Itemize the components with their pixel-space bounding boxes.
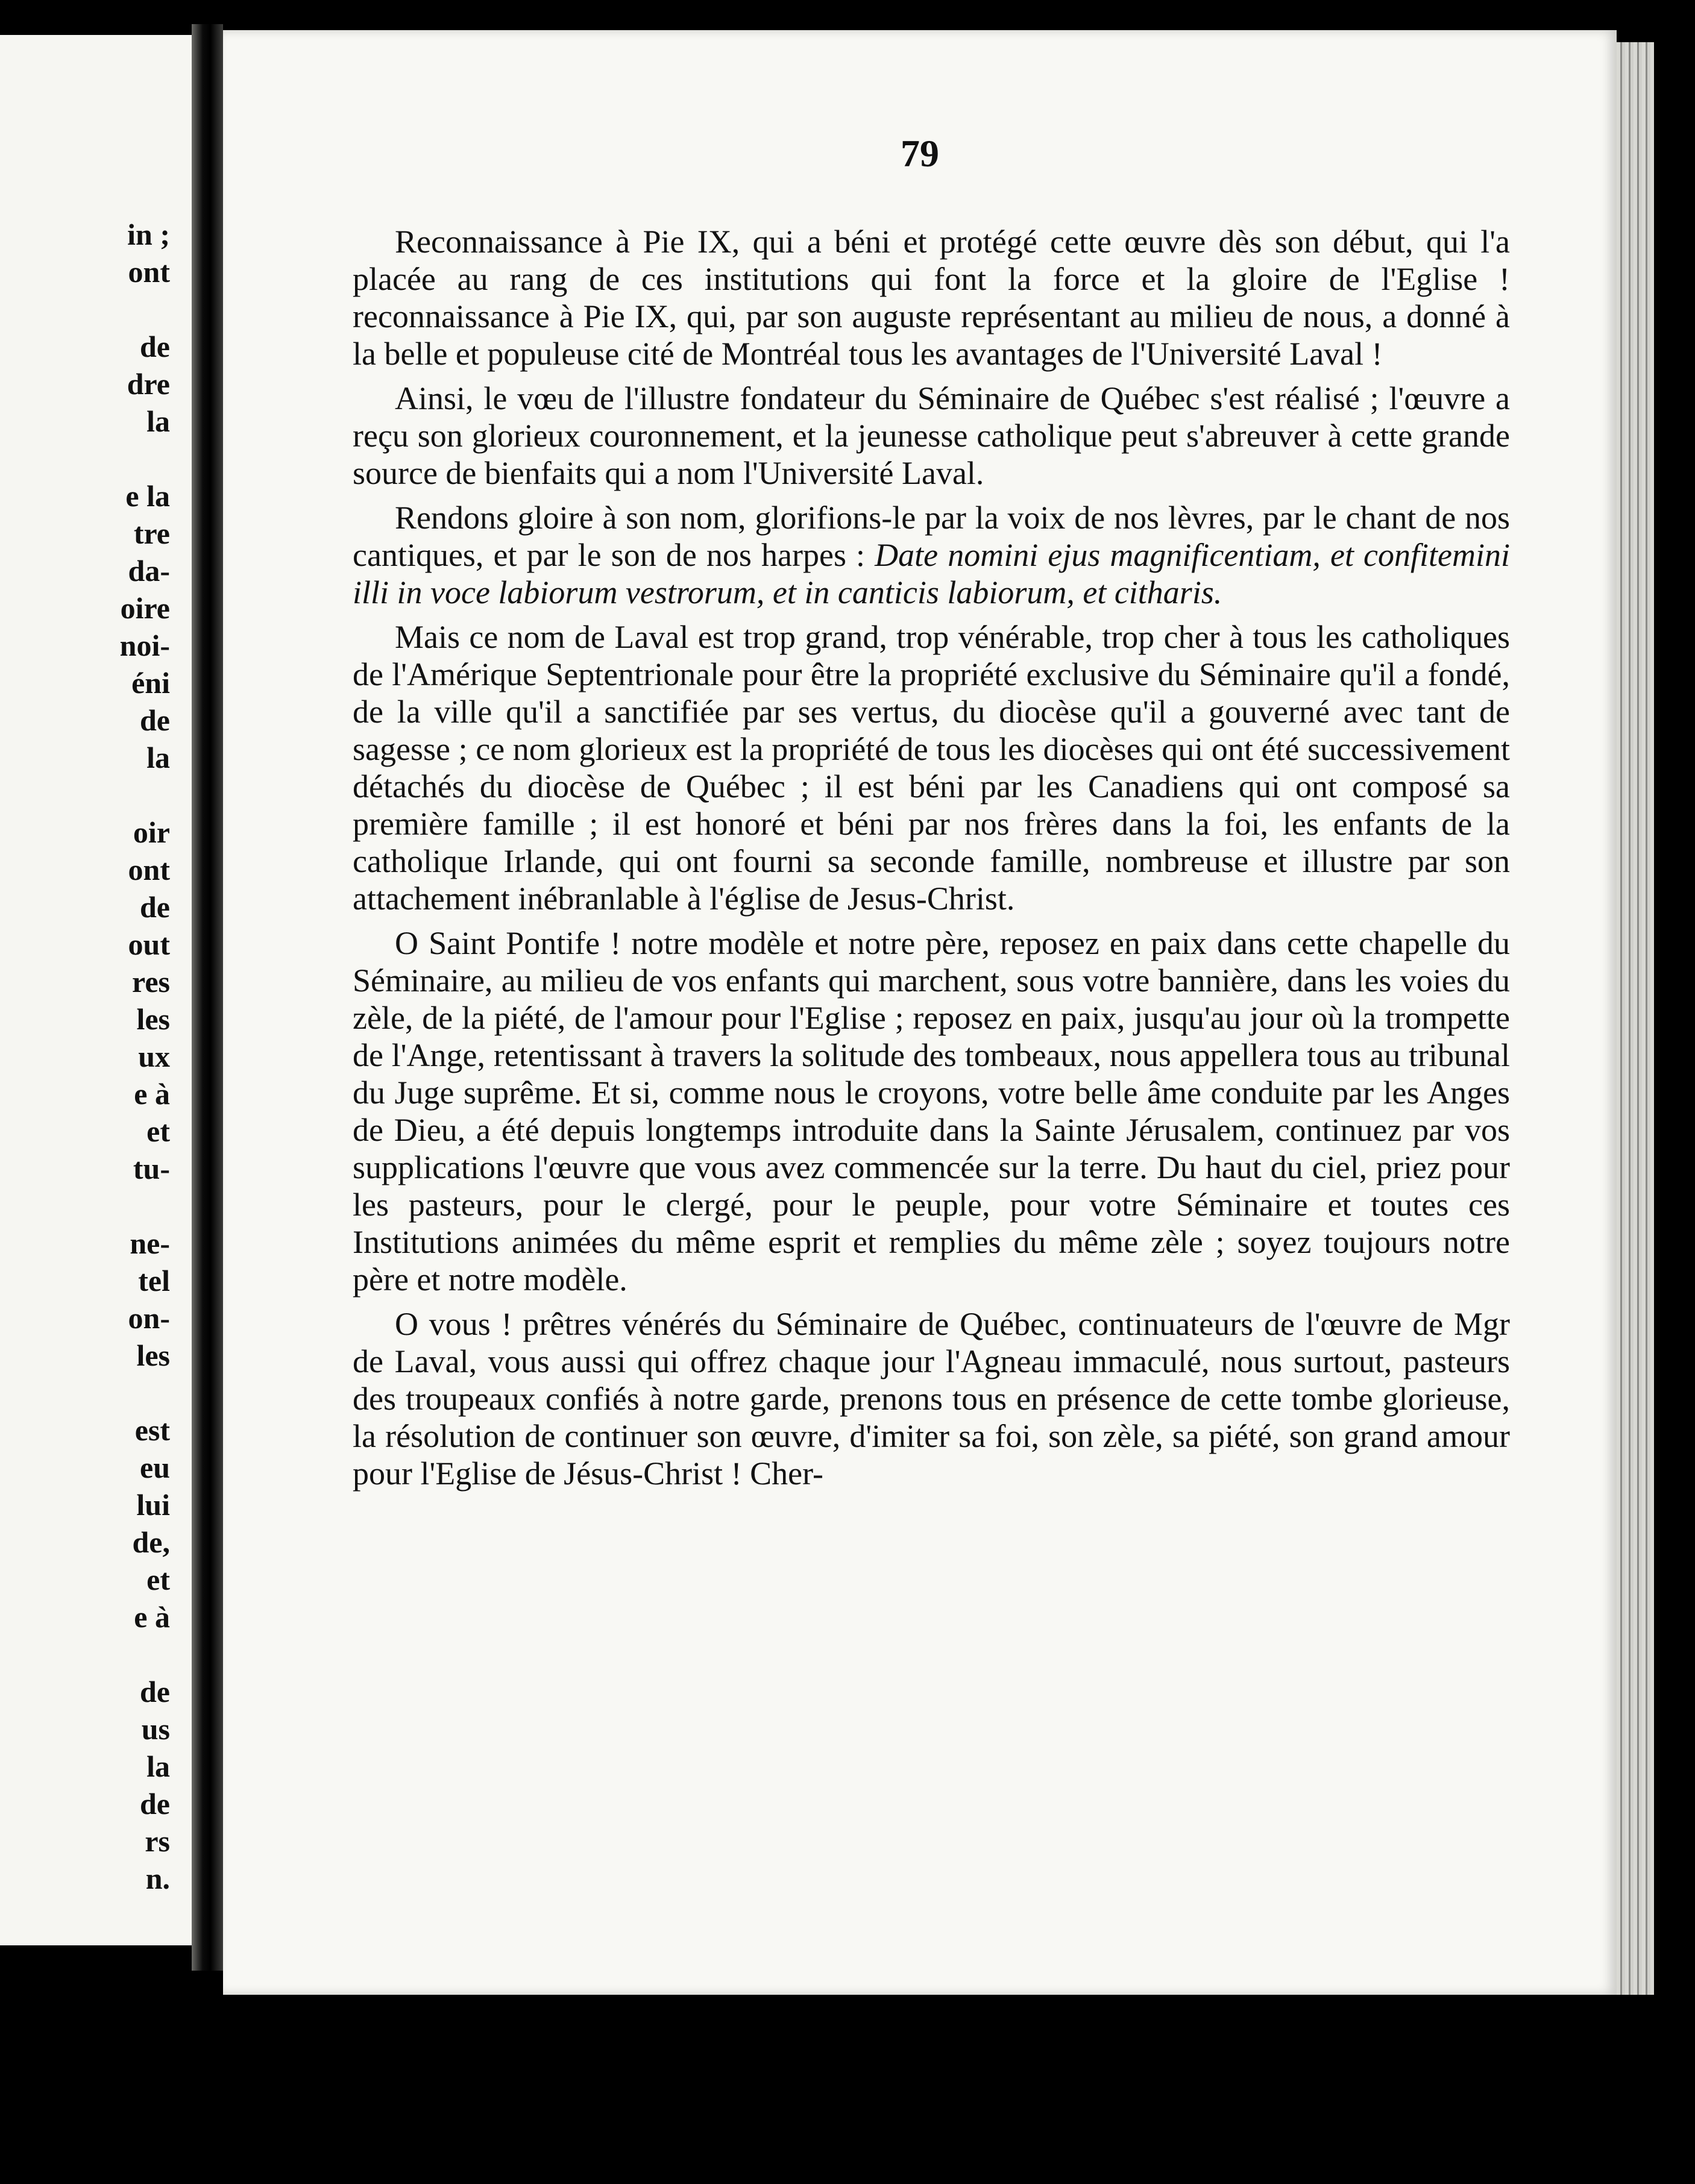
left-line-fragment: de, xyxy=(132,1525,170,1559)
left-line-fragment: rs xyxy=(145,1824,170,1858)
left-line-fragment: de xyxy=(140,330,170,363)
left-line-fragment: les xyxy=(136,1002,170,1036)
page-number: 79 xyxy=(901,132,939,175)
left-line-gap xyxy=(120,1636,170,1673)
paragraph-4-text: Mais ce nom de Laval est trop grand, trop vénérable, trop cher à tous les catholiques de l'Amérique Septentrionale pour être la propriété exclusive du Séminaire qu'il a fondé, de la ville qu'il a sanctifiée par ses vertus, du diocèse qu'il a gouverné avec tant de sagesse ; ce nom glorieux est la propriété de tous les diocèses qui ont été successivement détachés du diocèse de Québec ; il est béni par les Canadiens qui ont composé sa première famille ; il est honoré et béni par nos frères dans la foi, les enfants de la catholique Irlande, qui ont fourni sa seconde famille, nombreuse et illustre par son attachement inébranlable à l'église de Jesus-Christ. xyxy=(353,619,1510,917)
paragraph-3-text: Rendons gloire à son nom, glorifions-le par la voix de nos lèvres, par le chant de nos cantiques, et par le son de nos harpes : xyxy=(353,500,1510,573)
book-gutter xyxy=(192,24,223,1971)
paragraph-1 xyxy=(353,223,1510,372)
left-line-fragment: da- xyxy=(128,554,170,588)
left-line-fragment: oire xyxy=(120,591,170,625)
paragraph-6-text: O vous ! prêtres vénérés du Séminaire de Québec, continuateurs de l'œuvre de Mgr de Laval, vous aussi qui offrez chaque jour l'Agneau immaculé, nous surtout, pasteurs des troupeaux confiés à notre garde, prenons tous en présence de cette tombe glorieuse, la résolution de continuer son œuvre, d'imiter sa foi, son zèle, sa piété, son grand amour pour l'Eglise de Jésus-Christ ! Cher- xyxy=(353,1306,1510,1492)
left-line-gap xyxy=(120,1187,170,1225)
left-line-fragment: ont xyxy=(128,853,170,886)
left-line-fragment: la xyxy=(146,741,170,774)
left-line-fragment: dre xyxy=(127,367,170,401)
paragraph-3 xyxy=(353,499,1510,611)
left-line-fragment: oir xyxy=(133,815,170,849)
left-line-fragment: lui xyxy=(136,1488,170,1522)
left-line-fragment: éni xyxy=(131,666,170,700)
latin-quotation: Date nomini ejus magnificentiam, et confitemini illi in voce labiorum vestrorum, et in canticis labiorum, et citharis. xyxy=(353,537,1510,610)
left-line-fragment: us xyxy=(141,1712,170,1746)
left-line-fragment: in ; xyxy=(127,218,170,251)
left-line-fragment: les xyxy=(136,1338,170,1372)
paragraph-4 xyxy=(353,618,1510,917)
left-line-fragment: e la xyxy=(125,479,170,513)
left-line-gap xyxy=(120,290,170,328)
page-body-text xyxy=(353,223,1510,1499)
left-line-fragment: tu- xyxy=(133,1152,170,1185)
left-line-gap xyxy=(120,776,170,814)
paragraph-5-text: O Saint Pontife ! notre modèle et notre père, reposez en paix dans cette chapelle du Séminaire, au milieu de vos enfants qui marchent, sous votre bannière, dans les voies du zèle, de la piété, de l'amour pour l'Eglise ; reposez en paix, jusqu'au jour où la trompette de l'Ange, retentissant à travers la solitude des tombeaux, nous appellera tous au tribunal du Juge suprême. Et si, comme nous le croyons, votre belle âme conduite par les Anges de Dieu, a été depuis longtemps introduite dans la Sainte Jérusalem, continuez par vos supplications l'œuvre que vous avez commencée sur la terre. Du haut du ciel, priez pour les pasteurs, pour le clergé, pour le peuple, pour votre Séminaire et toutes ces Institutions animées du même esprit et remplies du même zèle ; soyez toujours notre père et notre modèle. xyxy=(353,925,1510,1298)
left-line-fragment: la xyxy=(146,404,170,438)
left-facing-page xyxy=(0,35,192,1945)
left-line-fragment: est xyxy=(134,1413,170,1447)
left-line-fragment: de xyxy=(140,890,170,924)
paragraph-2 xyxy=(353,380,1510,492)
left-line-fragment: de xyxy=(140,1787,170,1821)
left-line-fragment: de xyxy=(140,703,170,737)
left-line-fragment: la xyxy=(146,1749,170,1783)
left-line-fragment: tel xyxy=(138,1264,170,1298)
page-stack-edge xyxy=(1617,42,1654,1995)
left-line-fragment: ne- xyxy=(130,1226,170,1260)
paragraph-1-text: Reconnaissance à Pie IX, qui a béni et protégé cette œuvre dès son début, qui l'a placée au rang de ces institutions qui font la force et la gloire de l'Eglise ! reconnaissance à Pie IX, qui, par son auguste représentant au milieu de nous, a donné à la belle et populeuse cité de Montréal tous les avantages de l'Université Laval ! xyxy=(353,224,1510,372)
left-line-fragment: et xyxy=(146,1114,170,1148)
paragraph-2-text: Ainsi, le vœu de l'illustre fondateur du Séminaire de Québec s'est réalisé ; l'œuvre a reçu son glorieux couronnement, et la jeunesse catholique peut s'abreuver à cette grande source de bienfaits qui a nom l'Université Laval. xyxy=(353,380,1510,491)
left-line-fragment: et xyxy=(146,1563,170,1596)
left-line-gap xyxy=(120,1374,170,1411)
left-line-fragment: res xyxy=(132,965,170,999)
left-line-fragment: n. xyxy=(145,1862,170,1895)
left-line-fragment: out xyxy=(128,927,170,961)
left-line-fragment: ont xyxy=(128,255,170,289)
left-page-line-fragments xyxy=(120,216,170,1897)
left-line-fragment: e à xyxy=(134,1600,170,1634)
left-line-fragment: e à xyxy=(134,1077,170,1111)
left-line-fragment: noi- xyxy=(119,629,170,662)
left-line-fragment: ux xyxy=(138,1040,170,1073)
paragraph-6 xyxy=(353,1305,1510,1492)
left-line-fragment: eu xyxy=(140,1451,170,1484)
left-line-fragment: de xyxy=(140,1675,170,1709)
right-page xyxy=(223,30,1617,1995)
paragraph-5 xyxy=(353,924,1510,1298)
left-line-gap xyxy=(120,440,170,477)
left-line-fragment: tre xyxy=(133,516,170,550)
left-line-fragment: on- xyxy=(128,1301,170,1335)
